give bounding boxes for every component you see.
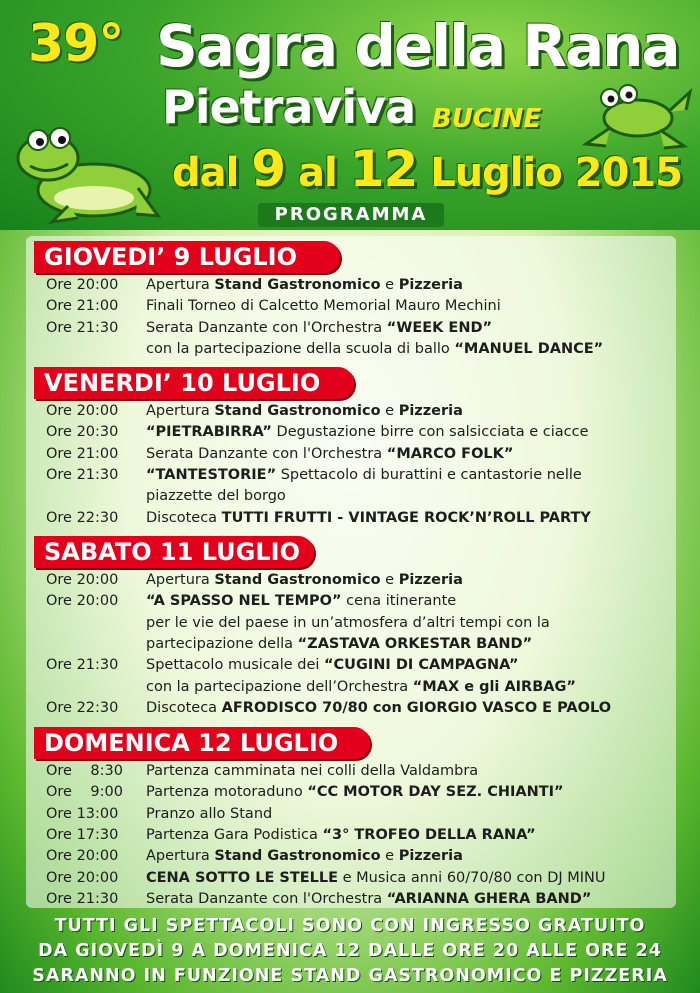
event-text: Partenza camminata nei colli della Valdambra xyxy=(146,763,479,779)
footer xyxy=(0,908,700,993)
event-text-part: “3° TROFEO DELLA RANA” xyxy=(322,826,536,843)
event-text-part: “CC MOTOR DAY SEZ. CHIANTI” xyxy=(307,784,564,801)
event-text-part: Discoteca xyxy=(146,509,222,526)
event-text-part: “MANUEL DANCE” xyxy=(454,340,604,357)
event-text-part: e Musica anni 60/70/80 con DJ MINU xyxy=(338,869,606,886)
schedule-row xyxy=(46,570,686,591)
event-text-part: AFRODISCO 70/80 con GIORGIO VASCO E PAOLO xyxy=(221,699,612,716)
event-text-part: Stand Gastronomico xyxy=(214,277,381,293)
edition-number: 39° xyxy=(28,14,124,74)
event-text-part: Apertura xyxy=(146,277,215,293)
reclining-frog-icon xyxy=(8,118,168,228)
event-text: Finali Torneo di Calcetto Memorial Mauro Mechini xyxy=(146,298,501,315)
schedule-row xyxy=(46,465,686,486)
event-text-part: con la partecipazione dell’Orchestra xyxy=(146,678,413,695)
event-time: Ore 9:00 xyxy=(46,784,123,801)
schedule-row xyxy=(46,868,686,889)
event-text-part: “MAX e gli AIRBAG” xyxy=(412,678,576,695)
event-text: Pranzo allo Stand xyxy=(146,805,273,822)
schedule-row xyxy=(46,318,686,339)
event-text-part: Serata Danzante con l'Orchestra xyxy=(146,445,387,462)
program-label: PROGRAMMA xyxy=(258,203,444,227)
schedule-continuation xyxy=(146,677,576,698)
event-time: Ore 20:00 xyxy=(46,593,119,610)
day-header: GIOVEDI’ 9 LUGLIO xyxy=(34,241,340,273)
event-text-part: Pizzeria xyxy=(398,403,463,419)
footer-line-2: DA GIOVEDÌ 9 A DOMENICA 12 DALLE ORE 20 ALLE ORE 24 xyxy=(38,941,662,961)
event-time: Ore 21:30 xyxy=(46,657,119,674)
date-start: 9 xyxy=(251,140,286,198)
event-time: Ore 21:00 xyxy=(46,445,119,462)
event-time: Ore 20:00 xyxy=(46,848,119,865)
schedule-row xyxy=(46,804,686,825)
schedule-row xyxy=(46,761,686,782)
event-time: Ore 20:30 xyxy=(46,424,119,441)
event-text-part: “TANTESTORIE” xyxy=(146,466,277,483)
event-town: BUCINE xyxy=(432,104,542,134)
event-text-part: partecipazione della xyxy=(146,635,298,652)
schedule-row xyxy=(46,296,686,317)
event-text-part: Partenza Gara Podistica xyxy=(146,826,323,843)
event-text-part: Spettacolo di burattini e cantastorie nelle xyxy=(276,466,582,483)
event-text-part: Pizzeria xyxy=(398,848,463,865)
day-header: VENERDI’ 10 LUGLIO xyxy=(34,367,354,399)
event-text-part: e xyxy=(380,572,399,588)
event-text-part: Degustazione birre con salsicciata e ciacce xyxy=(271,424,589,441)
event-time: Ore 17:30 xyxy=(46,826,119,843)
event-time: Ore 21:30 xyxy=(46,890,119,907)
event-text-part: Pizzeria xyxy=(398,277,463,293)
event-text: piazzette del borgo xyxy=(146,488,286,505)
schedule-continuation xyxy=(146,486,286,507)
event-dates xyxy=(172,140,682,198)
event-text-part: “CUGINI DI CAMPAGNA” xyxy=(324,657,519,674)
event-text-part: Serata Danzante con l'Orchestra xyxy=(146,319,387,336)
schedule-row xyxy=(46,698,686,719)
footer-line-1: TUTTI GLI SPETTACOLI SONO CON INGRESSO GRATUITO xyxy=(54,916,646,936)
event-text-part: CENA SOTTO LE STELLE xyxy=(146,869,339,886)
schedule-row xyxy=(46,422,686,443)
dates-prefix: dal xyxy=(172,150,239,196)
event-time: Ore 22:30 xyxy=(46,699,119,716)
schedule-row xyxy=(46,591,686,612)
event-text-part: “MARCO FOLK” xyxy=(386,445,514,462)
schedule-continuation xyxy=(146,634,532,655)
event-time: Ore 20:00 xyxy=(46,572,119,588)
event-time: Ore 20:00 xyxy=(46,277,119,293)
schedule-continuation xyxy=(146,339,603,360)
event-text: per le vie del paese in un’atmosfera d’altri tempi con la xyxy=(146,614,550,631)
event-time: Ore 21:30 xyxy=(46,319,119,336)
event-time: Ore 20:00 xyxy=(46,869,119,886)
event-place: Pietraviva xyxy=(162,80,416,134)
schedule-row xyxy=(46,508,686,529)
event-text-part: Apertura xyxy=(146,403,215,419)
event-text-part: “ARIANNA GHERA BAND” xyxy=(386,890,592,907)
event-time: Ore 21:00 xyxy=(46,298,119,315)
event-text-part: Stand Gastronomico xyxy=(214,572,381,588)
event-text-part: Apertura xyxy=(146,848,215,865)
schedule-continuation xyxy=(146,613,550,634)
schedule-row xyxy=(46,825,686,846)
event-text-part: TUTTI FRUTTI - VINTAGE ROCK’N’ROLL PARTY xyxy=(221,509,591,526)
schedule-row xyxy=(46,846,686,867)
day-header: DOMENICA 12 LUGLIO xyxy=(34,727,370,759)
day-header: SABATO 11 LUGLIO xyxy=(34,536,314,568)
event-text-part: “WEEK END” xyxy=(386,319,493,336)
event-time: Ore 8:30 xyxy=(46,763,123,779)
event-time: Ore 21:30 xyxy=(46,466,119,483)
event-text-part: “ZASTAVA ORKESTAR BAND” xyxy=(297,635,533,652)
event-text-part: Stand Gastronomico xyxy=(214,848,381,865)
event-title: Sagra della Rana xyxy=(156,12,679,80)
footer-line-3: SARANNO IN FUNZIONE STAND GASTRONOMICO E PIZZERIA xyxy=(32,966,668,986)
event-text-part: Spettacolo musicale dei xyxy=(146,657,325,674)
dates-mid: al xyxy=(298,150,337,196)
event-text-part: e xyxy=(380,277,399,293)
event-text-part: cena itinerante xyxy=(341,593,457,610)
event-text-part: Partenza motoraduno xyxy=(146,784,308,801)
event-text-part: “PIETRABIRRA” xyxy=(146,424,272,441)
event-time: Ore 13:00 xyxy=(46,805,119,822)
dates-suffix: Luglio 2015 xyxy=(430,150,682,196)
schedule-row xyxy=(46,655,686,676)
event-text-part: Apertura xyxy=(146,572,215,588)
event-time: Ore 20:00 xyxy=(46,403,119,419)
schedule-row xyxy=(46,889,686,910)
event-text-part: con la partecipazione della scuola di ballo xyxy=(146,340,455,357)
event-text-part: e xyxy=(380,848,399,865)
schedule-row xyxy=(46,782,686,803)
event-text-part: Serata Danzante con l'Orchestra xyxy=(146,890,387,907)
event-time: Ore 22:30 xyxy=(46,509,119,526)
event-text-part: Stand Gastronomico xyxy=(214,403,381,419)
event-text-part: “A SPASSO NEL TEMPO” xyxy=(146,593,342,610)
schedule-row xyxy=(46,401,686,422)
schedule-row xyxy=(46,275,686,296)
event-text-part: Discoteca xyxy=(146,699,222,716)
event-text-part: e xyxy=(380,403,399,419)
schedule-row xyxy=(46,444,686,465)
event-text-part: Pizzeria xyxy=(398,572,463,588)
date-end: 12 xyxy=(349,140,418,198)
